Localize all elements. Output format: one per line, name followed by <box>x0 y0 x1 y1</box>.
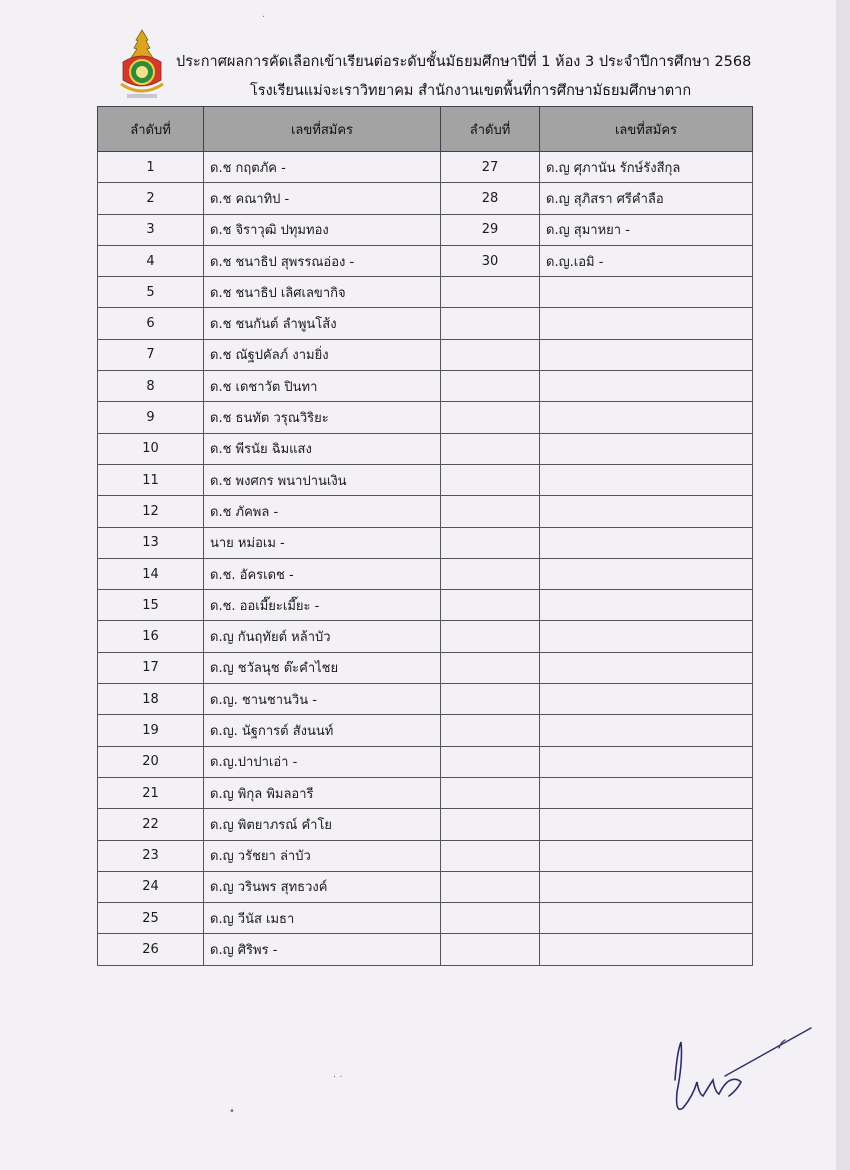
cell-applicant-right <box>540 558 753 589</box>
cell-order-left: 2 <box>98 183 204 214</box>
table-row <box>98 652 753 683</box>
cell-applicant-right <box>540 809 753 840</box>
cell-applicant-left: ด.ญ ชวัลนุช ต๊ะคำไชย <box>204 652 441 683</box>
header-applicant-1: เลขที่สมัคร <box>204 107 441 152</box>
cell-applicant-left: ด.ญ พิตยาภรณ์ คำโย <box>204 809 441 840</box>
table-row <box>98 903 753 934</box>
cell-order-right <box>441 715 540 746</box>
table-row <box>98 214 753 245</box>
announcement-title: ประกาศผลการคัดเลือกเข้าเรียนต่อระดับชั้นมัธยมศึกษาปีที่ 1 ห้อง 3 ประจำปีการศึกษา 2568 <box>176 54 752 70</box>
table-row <box>98 840 753 871</box>
table-row <box>98 558 753 589</box>
cell-order-right <box>441 496 540 527</box>
header-order-2: ลำดับที่ <box>441 107 540 152</box>
cell-applicant-left: ด.ช ชนาธิป สุพรรณอ่อง - <box>204 245 441 276</box>
cell-order-right <box>441 809 540 840</box>
cell-order-left: 16 <box>98 621 204 652</box>
cell-applicant-right <box>540 433 753 464</box>
cell-order-left: 8 <box>98 371 204 402</box>
cell-order-right <box>441 652 540 683</box>
cell-applicant-right: ด.ญ สุภิสรา ศรีคำลือ <box>540 183 753 214</box>
cell-applicant-right <box>540 402 753 433</box>
cell-order-left: 10 <box>98 433 204 464</box>
table-header-row <box>98 107 753 152</box>
table-row <box>98 809 753 840</box>
table-row <box>98 746 753 777</box>
cell-applicant-left: ด.ญ. นัฐการต์ สังนนท์ <box>204 715 441 746</box>
scan-speck: • <box>229 1106 235 1117</box>
cell-order-left: 24 <box>98 871 204 902</box>
cell-applicant-left: ด.ช ชนกันต์ ลำพูนโส้ง <box>204 308 441 339</box>
table-row <box>98 433 753 464</box>
cell-applicant-left: ด.ช เดชาวัต ปินทา <box>204 371 441 402</box>
cell-order-right <box>441 684 540 715</box>
cell-order-right: 27 <box>441 152 540 183</box>
table-row <box>98 934 753 965</box>
cell-order-right <box>441 464 540 495</box>
cell-applicant-left: ด.ช. ออเมี๊ยะเมี๊ยะ - <box>204 590 441 621</box>
cell-order-right <box>441 934 540 965</box>
cell-order-right: 30 <box>441 245 540 276</box>
cell-applicant-left: นาย หม่อเม - <box>204 527 441 558</box>
cell-applicant-right: ด.ญ ศุภานัน รักษ์รังสีกุล <box>540 152 753 183</box>
table-row <box>98 339 753 370</box>
cell-applicant-right <box>540 590 753 621</box>
cell-applicant-right: ด.ญ.เอมิ - <box>540 245 753 276</box>
cell-applicant-right <box>540 308 753 339</box>
cell-applicant-right <box>540 840 753 871</box>
cell-order-left: 7 <box>98 339 204 370</box>
cell-order-right <box>441 903 540 934</box>
header-applicant-2: เลขที่สมัคร <box>540 107 753 152</box>
table-row <box>98 684 753 715</box>
scan-speck: · <box>262 12 266 23</box>
cell-order-left: 13 <box>98 527 204 558</box>
cell-applicant-right <box>540 527 753 558</box>
cell-order-left: 18 <box>98 684 204 715</box>
cell-order-right: 29 <box>441 214 540 245</box>
cell-applicant-left: ด.ช ชนาธิป เลิศเลขากิจ <box>204 277 441 308</box>
table-body <box>98 152 753 966</box>
cell-applicant-left: ด.ญ พิกุล พิมลอารี <box>204 777 441 808</box>
cell-applicant-right <box>540 464 753 495</box>
table-row <box>98 402 753 433</box>
cell-order-left: 23 <box>98 840 204 871</box>
table-row <box>98 277 753 308</box>
table-row <box>98 152 753 183</box>
school-subtitle: โรงเรียนแม่จะเราวิทยาคม สำนักงานเขตพื้นที่การศึกษามัธยมศึกษาตาก <box>250 83 692 99</box>
cell-order-left: 4 <box>98 245 204 276</box>
cell-applicant-right <box>540 652 753 683</box>
cell-order-left: 1 <box>98 152 204 183</box>
cell-order-left: 25 <box>98 903 204 934</box>
cell-order-right <box>441 371 540 402</box>
cell-order-left: 21 <box>98 777 204 808</box>
cell-applicant-right <box>540 339 753 370</box>
cell-applicant-left: ด.ญ กันฤทัยต์ หล้าบัว <box>204 621 441 652</box>
cell-order-right <box>441 433 540 464</box>
cell-order-left: 14 <box>98 558 204 589</box>
cell-applicant-right <box>540 371 753 402</box>
cell-applicant-right <box>540 934 753 965</box>
cell-applicant-left: ด.ช คณาทิป - <box>204 183 441 214</box>
cell-order-right <box>441 402 540 433</box>
cell-applicant-left: ด.ญ วรัชยา ล่าบัว <box>204 840 441 871</box>
cell-order-right <box>441 621 540 652</box>
cell-applicant-left: ด.ช พงศกร พนาปานเงิน <box>204 464 441 495</box>
cell-applicant-right <box>540 777 753 808</box>
table-row <box>98 496 753 527</box>
cell-order-right <box>441 840 540 871</box>
cell-applicant-left: ด.ช. อัครเดช - <box>204 558 441 589</box>
table-row <box>98 527 753 558</box>
cell-order-left: 11 <box>98 464 204 495</box>
cell-applicant-left: ด.ช พีรนัย ฉิมแสง <box>204 433 441 464</box>
cell-order-right <box>441 777 540 808</box>
cell-order-right <box>441 527 540 558</box>
cell-order-left: 19 <box>98 715 204 746</box>
cell-order-left: 17 <box>98 652 204 683</box>
table-row <box>98 590 753 621</box>
cell-applicant-right <box>540 871 753 902</box>
table-row <box>98 464 753 495</box>
cell-order-left: 5 <box>98 277 204 308</box>
cell-applicant-left: ด.ช ภัคพล - <box>204 496 441 527</box>
cell-order-right <box>441 558 540 589</box>
cell-order-left: 6 <box>98 308 204 339</box>
school-crest-icon <box>117 28 167 102</box>
cell-order-left: 20 <box>98 746 204 777</box>
cell-applicant-right <box>540 746 753 777</box>
cell-applicant-right <box>540 684 753 715</box>
cell-order-left: 22 <box>98 809 204 840</box>
cell-order-left: 9 <box>98 402 204 433</box>
table-row <box>98 777 753 808</box>
cell-applicant-right <box>540 496 753 527</box>
cell-applicant-left: ด.ช ธนทัต วรุณวิริยะ <box>204 402 441 433</box>
cell-applicant-right <box>540 903 753 934</box>
cell-order-left: 3 <box>98 214 204 245</box>
cell-order-right <box>441 339 540 370</box>
cell-applicant-left: ด.ญ. ชานชานวิน - <box>204 684 441 715</box>
cell-applicant-right <box>540 277 753 308</box>
cell-order-left: 26 <box>98 934 204 965</box>
cell-applicant-right: ด.ญ สุมาหยา - <box>540 214 753 245</box>
table-row <box>98 621 753 652</box>
header-order-1: ลำดับที่ <box>98 107 204 152</box>
results-table <box>97 106 753 966</box>
cell-applicant-left: ด.ช กฤตภัค - <box>204 152 441 183</box>
page-edge-shadow <box>836 0 850 1170</box>
table-row <box>98 245 753 276</box>
cell-applicant-left: ด.ญ วรินพร สุทธวงค์ <box>204 871 441 902</box>
cell-order-right: 28 <box>441 183 540 214</box>
cell-applicant-left: ด.ช จิราวุฒิ ปทุมทอง <box>204 214 441 245</box>
cell-applicant-left: ด.ญ วีนัส เมธา <box>204 903 441 934</box>
cell-order-right <box>441 746 540 777</box>
table-row <box>98 715 753 746</box>
table-row <box>98 871 753 902</box>
table-row <box>98 371 753 402</box>
scan-speck: · · <box>333 1072 343 1083</box>
table-row <box>98 308 753 339</box>
signature-mark <box>663 1022 813 1122</box>
cell-applicant-right <box>540 621 753 652</box>
cell-order-left: 12 <box>98 496 204 527</box>
cell-order-right <box>441 308 540 339</box>
cell-order-right <box>441 871 540 902</box>
cell-order-right <box>441 277 540 308</box>
cell-applicant-right <box>540 715 753 746</box>
cell-order-right <box>441 590 540 621</box>
cell-applicant-left: ด.ช ณัฐปคัลภ์ งามยิ่ง <box>204 339 441 370</box>
cell-applicant-left: ด.ญ ศิริพร - <box>204 934 441 965</box>
cell-applicant-left: ด.ญ.ปาปาเอ่า - <box>204 746 441 777</box>
table-row <box>98 183 753 214</box>
cell-order-left: 15 <box>98 590 204 621</box>
